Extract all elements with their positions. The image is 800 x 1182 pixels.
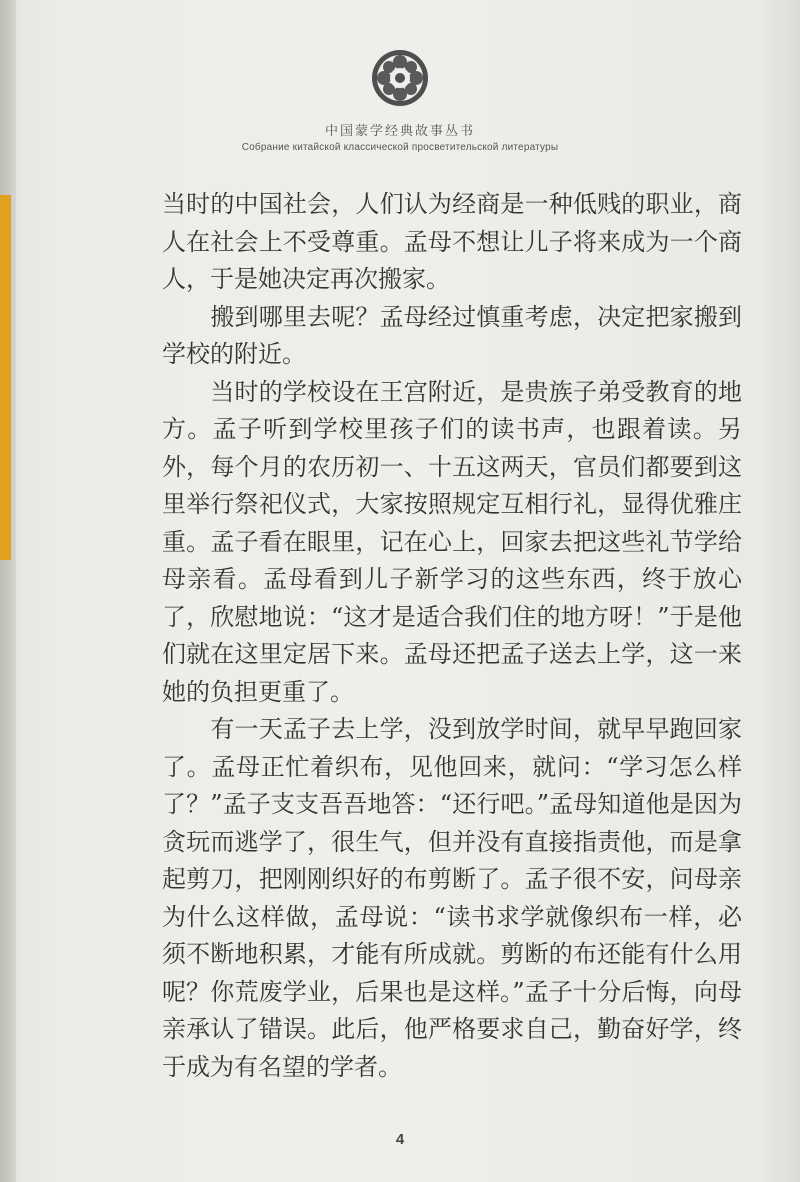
paragraph: 当时的学校设在王宫附近，是贵族子弟受教育的地方。孟子听到学校里孩子们的读书声，也跟着读。另外，每个月的农历初一、十五这两天，官员们都要到这里举行祭祀仪式，大家按照规定互相行礼，显得优雅庄重。孟子看在眼里，记在心上，回家去把这些礼节学给母亲看。孟母看到儿子新学习的这些东西，终于放心了，欣慰地说：“这才是适合我们住的地方呀！”于是他们就在这里定居下来。孟母还把孟子送去上学，这一来她的负担更重了。 [162, 377, 742, 706]
paragraph: 当时的中国社会，人们认为经商是一种低贱的职业，商人在社会上不受尊重。孟母不想让儿子将来成为一个商人，于是她决定再次搬家。 [162, 190, 742, 293]
chapter-tab-marker [0, 195, 11, 560]
flower-emblem-icon [370, 48, 430, 108]
series-title-chinese: 中国蒙学经典故事丛书 [324, 124, 475, 139]
series-title-russian: Собрание китайской классической просветительской литературы [241, 142, 559, 153]
page-header [0, 48, 800, 153]
page-binding-edge [0, 0, 16, 1182]
paragraph: 有一天孟子去上学，没到放学时间，就早早跑回家了。孟母正忙着织布，见他回来，就问：“学习怎么样了？”孟子支支吾吾地答：“还行吧。”孟母知道他是因为贪玩而逃学了，很生气，但并没有直接指责他，而是拿起剪刀，把刚刚织好的布剪断了。孟子很不安，问母亲为什么这样做，孟母说：“读书求学就像织布一样，必须不断地积累，才能有所成就。剪断的布还能有什么用呢？你荒废学业，后果也是这样。”孟子十分后悔，向母亲承认了错误。此后，他严格要求自己，勤奋好学，终于成为有名望的学者。 [162, 715, 742, 1081]
paragraph: 搬到哪里去呢？孟母经过慎重考虑，决定把家搬到学校的附近。 [162, 302, 742, 368]
body-text [162, 186, 742, 1086]
page-number: 4 [395, 1131, 405, 1148]
